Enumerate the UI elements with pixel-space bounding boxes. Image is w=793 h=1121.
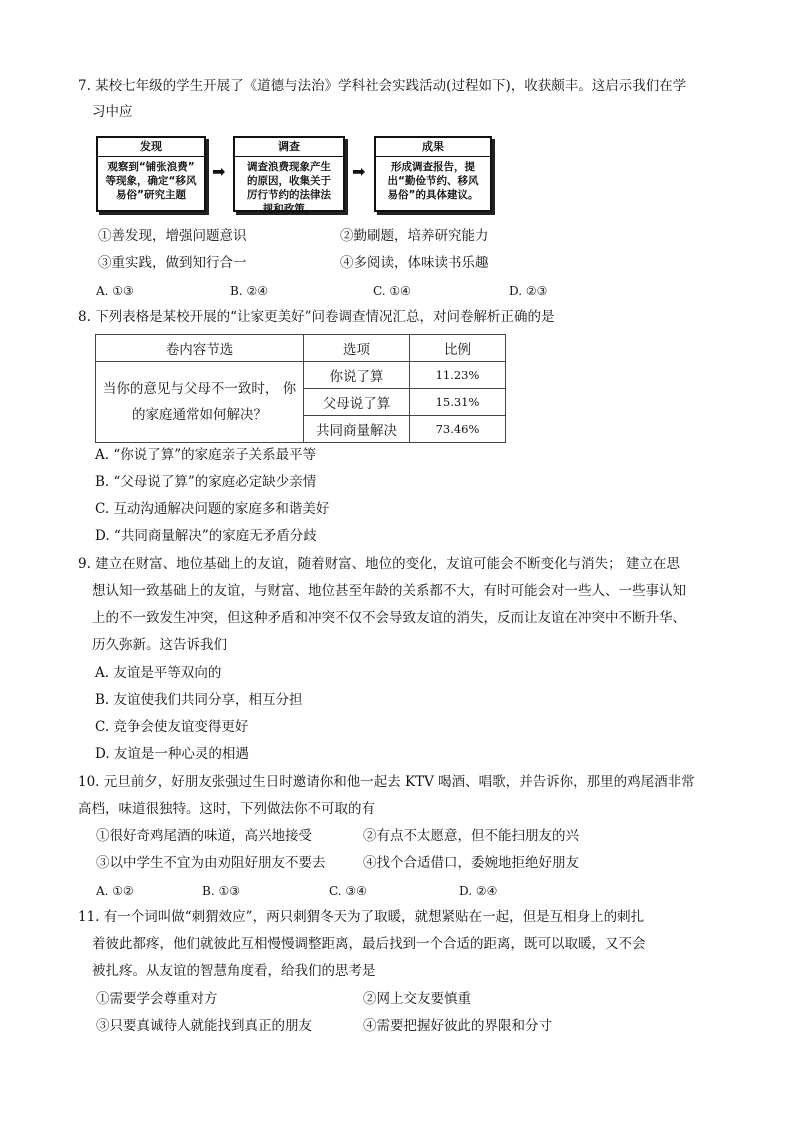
table-cell: 73.46% [410,416,506,443]
q9-option-b: B. 友谊使我们共同分享，相互分担 [95,692,303,708]
flow-box-investigate [233,136,345,215]
arrow-right-icon: ➡ [352,162,366,181]
q7-stem-line2: 习中应 [92,104,133,120]
q7-stem-line1: 7. 某校七年级的学生开展了《道德与法治》学科社会实践活动(过程如下)，收获颇丰。这启示我们在学 [78,78,687,94]
q11-item: ②网上交友要慎重 [363,991,471,1007]
table-header-row [96,335,506,362]
q7-item: ①善发现，增强问题意识 [98,228,247,244]
q10-option-d: D. ②④ [459,884,498,898]
q8-option-a: A. “你说了算”的家庭亲子关系最平等 [95,447,317,463]
q9-stem-line: 上的不一致发生冲突，但这种矛盾和冲突不仅不会导致友谊的消失，反而让友谊在冲突中不断升华、 [92,610,686,626]
table-header: 选项 [304,335,410,362]
q10-item: ④找个合适借口，委婉地拒绝好朋友 [363,855,579,871]
table-cell: 共同商量解决 [304,416,410,443]
survey-question-line: 当你的意见与父母不一致时， 你 [102,381,297,397]
q10-option-a: A. ①② [96,884,134,898]
flow-box-result [374,136,492,212]
q10-item: ②有点不太愿意，但不能扫朋友的兴 [363,828,579,844]
table-cell: 父母说了算 [304,389,410,416]
q9-stem-line: 历久弥新。这告诉我们 [92,637,227,653]
q10-option-b: B. ①③ [202,884,240,898]
flow-box-body: 调查浪费现象产生 的原因，收集关于 厉行节约的法律法 规和政策。 [247,161,331,215]
flow-box-body: 形成调查报告，提 出“勤俭节约、移风 易俗”的具体建议。 [387,161,479,201]
survey-question-line: 的家庭通常如何解决？ [132,407,267,423]
table-cell: 11.23% [410,362,506,389]
flow-box-title: 成果 [422,140,444,153]
q7-option-c: C. ①④ [373,284,411,298]
q9-option-c: C. 竞争会使友谊变得更好 [95,719,249,735]
q8-option-c: C. 互动沟通解决问题的家庭多和谐美好 [95,501,330,517]
q9-stem-line: 9. 建立在财富、地位基础上的友谊，随着财富、地位的变化，友谊可能会不断变化与消失； 建立在思 [78,556,680,572]
q11-item: ①需要学会尊重对方 [96,991,218,1007]
flow-box-discover [96,136,206,212]
q8-option-d: D. “共同商量解决”的家庭无矛盾分歧 [95,528,317,544]
q11-stem-line: 11. 有一个词叫做“刺猬效应”，两只刺猬冬天为了取暖，就想紧贴在一起，但是互相身上的刺扎 [78,909,645,925]
q10-option-c: C. ③④ [329,884,367,898]
table-header: 比例 [410,335,506,362]
arrow-right-icon: ➡ [212,162,226,181]
q9-stem-line: 想认知一致基础上的友谊，与财富、地位甚至年龄的关系都不大，有时可能会对一些人、一些事认知 [92,583,686,599]
q11-item: ④需要把握好彼此的界限和分寸 [363,1018,552,1034]
table-cell: 15.31% [410,389,506,416]
survey-question-cell [96,362,304,443]
q9-option-d: D. 友谊是一种心灵的相遇 [95,746,249,762]
flow-box-title: 发现 [140,140,162,153]
table-cell: 你说了算 [304,362,410,389]
q10-stem-line: 高档，味道很独特。这时，下列做法你不可取的有 [78,801,375,817]
q7-option-b: B. ②④ [230,284,268,298]
q11-item: ③只要真诚待人就能找到真正的朋友 [96,1018,312,1034]
q7-item: ②勤刷题，培养研究能力 [340,228,489,244]
flow-box-title: 调查 [278,140,300,153]
survey-table [95,334,506,443]
flow-box-body: 观察到“铺张浪费” 等现象，确定“移风 易俗”研究主题 [105,161,197,201]
q11-stem-line: 被扎疼。从友谊的智慧角度看，给我们的思考是 [92,963,376,979]
q8-option-b: B. “父母说了算”的家庭必定缺少亲情 [95,474,317,490]
q9-option-a: A. 友谊是平等双向的 [95,665,222,681]
table-header: 卷内容节选 [96,335,304,362]
q11-stem-line: 着彼此都疼，他们就彼此互相慢慢调整距离，最后找到一个合适的距离，既可以取暖，又不会 [92,936,646,952]
table-row [96,362,506,389]
q10-item: ①很好奇鸡尾酒的味道，高兴地接受 [96,828,312,844]
q7-option-d: D. ②③ [509,284,548,298]
q7-item: ④多阅读，体味读书乐趣 [340,255,489,271]
q8-stem: 8. 下列表格是某校开展的“让家更美好”问卷调查情况汇总，对问卷解析正确的是 [78,309,555,325]
q10-item: ③以中学生不宜为由劝阻好朋友不要去 [96,855,326,871]
q7-item: ③重实践，做到知行合一 [98,255,247,271]
q7-option-a: A. ①③ [96,284,134,298]
q10-stem-line: 10. 元旦前夕，好朋友张强过生日时邀请你和他一起去 KTV 喝酒、唱歌，并告诉你，那里的鸡尾酒非常 [78,774,695,790]
